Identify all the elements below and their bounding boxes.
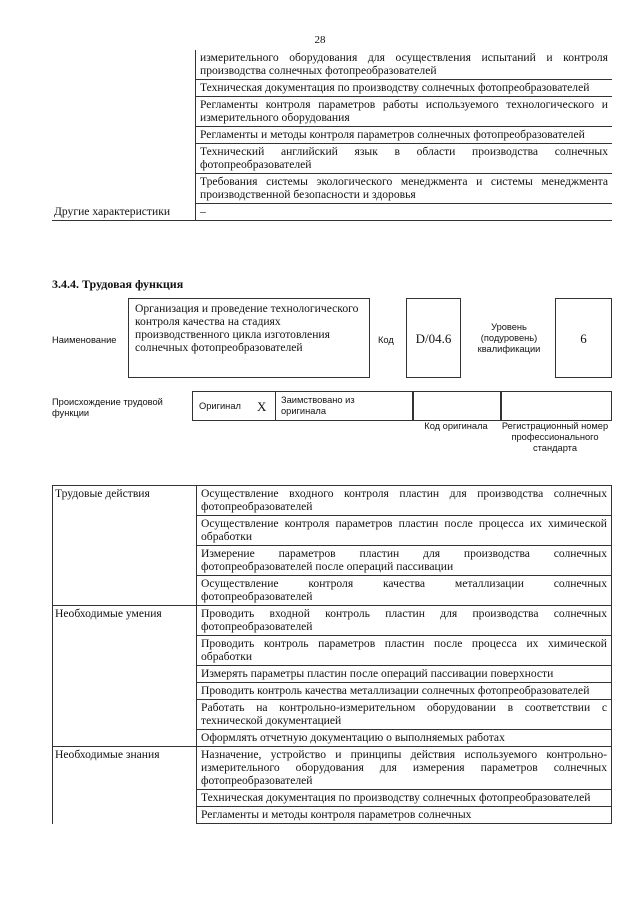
level-label: Уровень (подуровень) квалификации [477,322,541,354]
level-value: 6 [580,331,587,346]
top-table-row [52,80,612,97]
other-characteristics-label: Другие характеристики [52,204,196,221]
group-item: Техническая документация по производству солнечных фотопреобразователей [197,790,612,807]
top-table-row [52,144,612,174]
top-table-text: Регламенты контроля параметров работы используемого технологического и измерительного оборудования [196,97,613,127]
group-item: Оформлять отчетную документацию о выполняемых работах [197,730,612,747]
top-table-row [52,50,612,80]
code-original-caption: Код оригинала [424,421,488,431]
code-box [406,298,461,378]
level-box [555,298,612,378]
reg-number-box [500,391,612,421]
function-name-value: Организация и проведение технологического контроля качества на стадиях производственного цикла изготовления солнечных фотопреобразователей [135,302,359,354]
top-table-label-cell [52,144,196,174]
group-item: Осуществление контроля качества металлизации солнечных фотопреобразователей [197,576,612,606]
page-number: 28 [314,34,326,46]
other-characteristics-value: – [196,204,613,221]
top-table-label-cell [52,80,196,97]
group-item: Проводить контроль параметров пластин после процесса их химической обработки [197,636,612,666]
code-original-box [412,391,502,421]
origin-divider [275,392,276,420]
code-label: Код [378,335,394,345]
section-heading: 3.4.4. Трудовая функция [52,277,184,291]
top-knowledge-table [52,50,612,221]
top-table-label-cell [52,127,196,144]
original-mark: X [257,399,267,414]
top-table-row [52,174,612,204]
group-item: Осуществление контроля параметров пластин после процесса их химической обработки [197,516,612,546]
reg-number-caption: Регистрационный номер профессионального стандарта [501,421,609,453]
function-name-box [128,298,370,378]
group-item: Проводить контроль качества металлизации солнечных фотопреобразователей [197,683,612,700]
name-label: Наименование [52,335,117,345]
top-table-label-cell [52,50,196,80]
top-table-row [52,127,612,144]
top-table-label-cell [52,174,196,204]
group-item: Регламенты и методы контроля параметров солнечных [197,807,612,824]
main-table-row [53,747,612,790]
other-characteristics-row [52,204,612,221]
group-label: Трудовые действия [53,486,197,606]
top-table-text: Технический английский язык в области производства солнечных фотопреобразователей [196,144,613,174]
main-function-table [52,485,612,824]
original-label: Оригинал [199,401,241,411]
group-item: Измерять параметры пластин после операций пассивации поверхности [197,666,612,683]
top-table-row [52,97,612,127]
top-table-label-cell [52,97,196,127]
main-table-row [53,486,612,516]
group-label: Необходимые умения [53,606,197,747]
main-table-row [53,606,612,636]
top-table-text: Требования системы экологического менеджмента и системы менеджмента производственной безопасности и здоровья [196,174,613,204]
origin-label: Происхождение трудовой функции [52,397,163,418]
top-table-text: Регламенты и методы контроля параметров солнечных фотопреобразователей [196,127,613,144]
top-table-text: измерительного оборудования для осуществления испытаний и контроля производства солнечных фотопреобразователей [196,50,613,80]
group-item: Измерение параметров пластин для производства солнечных фотопреобразователей после операций пассивации [197,546,612,576]
borrowed-label: Заимствовано из оригинала [281,395,355,416]
group-item: Проводить входной контроль пластин для производства солнечных фотопреобразователей [197,606,612,636]
group-item: Работать на контрольно-измерительном оборудовании в соответствии с технической документацией [197,700,612,730]
code-value: D/04.6 [415,331,452,346]
group-label: Необходимые знания [53,747,197,824]
top-table-text: Техническая документация по производству солнечных фотопреобразователей [196,80,613,97]
group-item: Назначение, устройство и принципы действия используемого контрольно-измерительного оборудования для измерения параметров солнечных фотопреобразователей [197,747,612,790]
group-item: Осуществление входного контроля пластин для производства солнечных фотопреобразователей [197,486,612,516]
origin-box [192,391,414,421]
